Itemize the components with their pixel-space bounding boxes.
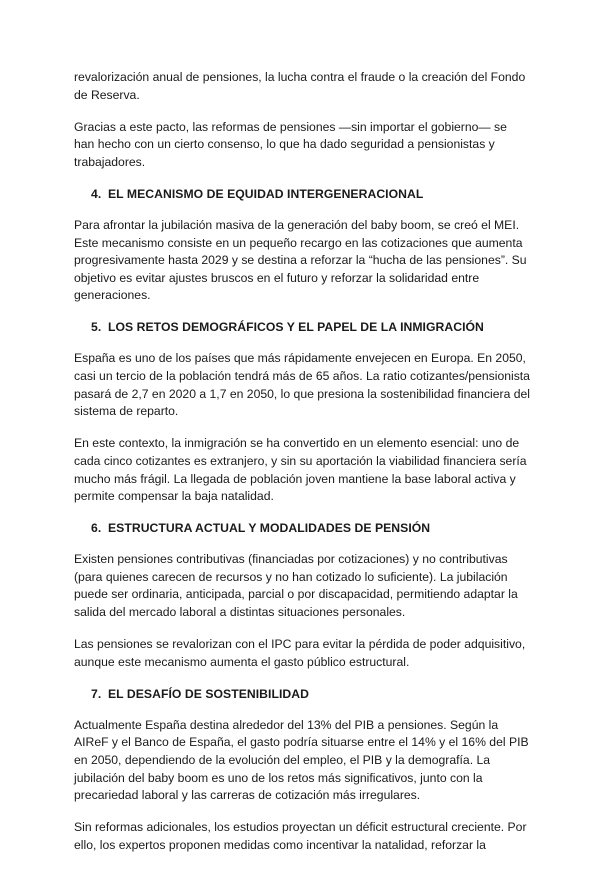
section-number: 7. (91, 686, 102, 701)
paragraph-envejecimiento: España es uno de los países que más rápidamente envejecen en Europa. En 2050, casi un tercio de la población tendrá más de 65 años. La ratio cotizantes/pensionista pasará de 2,7 en 2020 a 1,7 en 2050, lo que presiona la sostenibilidad financiera del sistema de reparto. (74, 351, 531, 419)
section-number: 4. (91, 186, 102, 201)
section-number: 5. (91, 320, 102, 335)
document-page (74, 69, 530, 869)
paragraph-pacto-consenso: Gracias a este pacto, las reformas de pensiones —sin importar el gobierno— se han hecho con un cierto consenso, lo que ha dado seguridad a pensionistas y trabajadores. (74, 119, 507, 169)
section-title: EL DESAFÍO DE SOSTENIBILIDAD (108, 686, 309, 701)
section-title: LOS RETOS DEMOGRÁFICOS Y EL PAPEL DE LA INMIGRACIÓN (108, 320, 484, 335)
section-heading-mei (74, 186, 530, 203)
paragraph-modalidades: Existen pensiones contributivas (financiadas por cotizaciones) y no contributivas (para quienes carecen de recursos y no han cotizado lo suficiente). La jubilación puede ser ordinaria, anticipada, parcial o por discapacidad, permitiendo adaptar la salida del mercado laboral a distintas situaciones personales. (74, 552, 518, 619)
paragraph-revalorizacion: Las pensiones se revalorizan con el IPC para evitar la pérdida de poder adquisitivo, aunque este mecanismo aumenta el gasto público estructural. (74, 637, 526, 669)
paragraph-deficit: Sin reformas adicionales, los estudios proyectan un déficit estructural creciente. Por ello, los expertos proponen medidas como incentivar la natalidad, reforzar la (74, 820, 527, 852)
section-title: EL MECANISMO DE EQUIDAD INTERGENERACIONAL (108, 186, 424, 201)
paragraph-gasto-pib: Actualmente España destina alrededor del 13% del PIB a pensiones. Según la AIReF y el Banco de España, el gasto podría situarse entre el 14% y el 16% del PIB en 2050, dependiendo de la evolución del empleo, el PIB y la demografía. La jubilación del baby boom es uno de los retos más significativos, junto con la precariedad laboral y las carreras de cotización más irregulares. (74, 717, 529, 803)
paragraph-inmigracion: En este contexto, la inmigración se ha convertido en un elemento esencial: uno de cada cinco cotizantes es extranjero, y sin su aportación la viabilidad financiera sería mucho más frágil. La llegada de población joven mantiene la base laboral activa y permite compensar la baja natalidad. (74, 436, 527, 504)
section-heading-sostenibilidad (74, 686, 530, 703)
paragraph-mei: Para afrontar la jubilación masiva de la generación del baby boom, se creó el MEI. Este mecanismo consiste en un pequeño recargo en las cotizaciones que aumenta progresivamente hasta 2029 y se destina a reforzar la “hucha de las pensiones”. Su objetivo es evitar ajustes bruscos en el futuro y reforzar la solidaridad entre generaciones. (74, 217, 527, 303)
section-title: ESTRUCTURA ACTUAL Y MODALIDADES DE PENSIÓN (108, 521, 431, 536)
paragraph-fondo-reserva: revalorización anual de pensiones, la lucha contra el fraude o la creación del Fondo de Reserva. (74, 70, 526, 102)
section-number: 6. (91, 521, 102, 536)
section-heading-retos-demograficos (74, 319, 530, 336)
section-heading-estructura (74, 520, 530, 537)
